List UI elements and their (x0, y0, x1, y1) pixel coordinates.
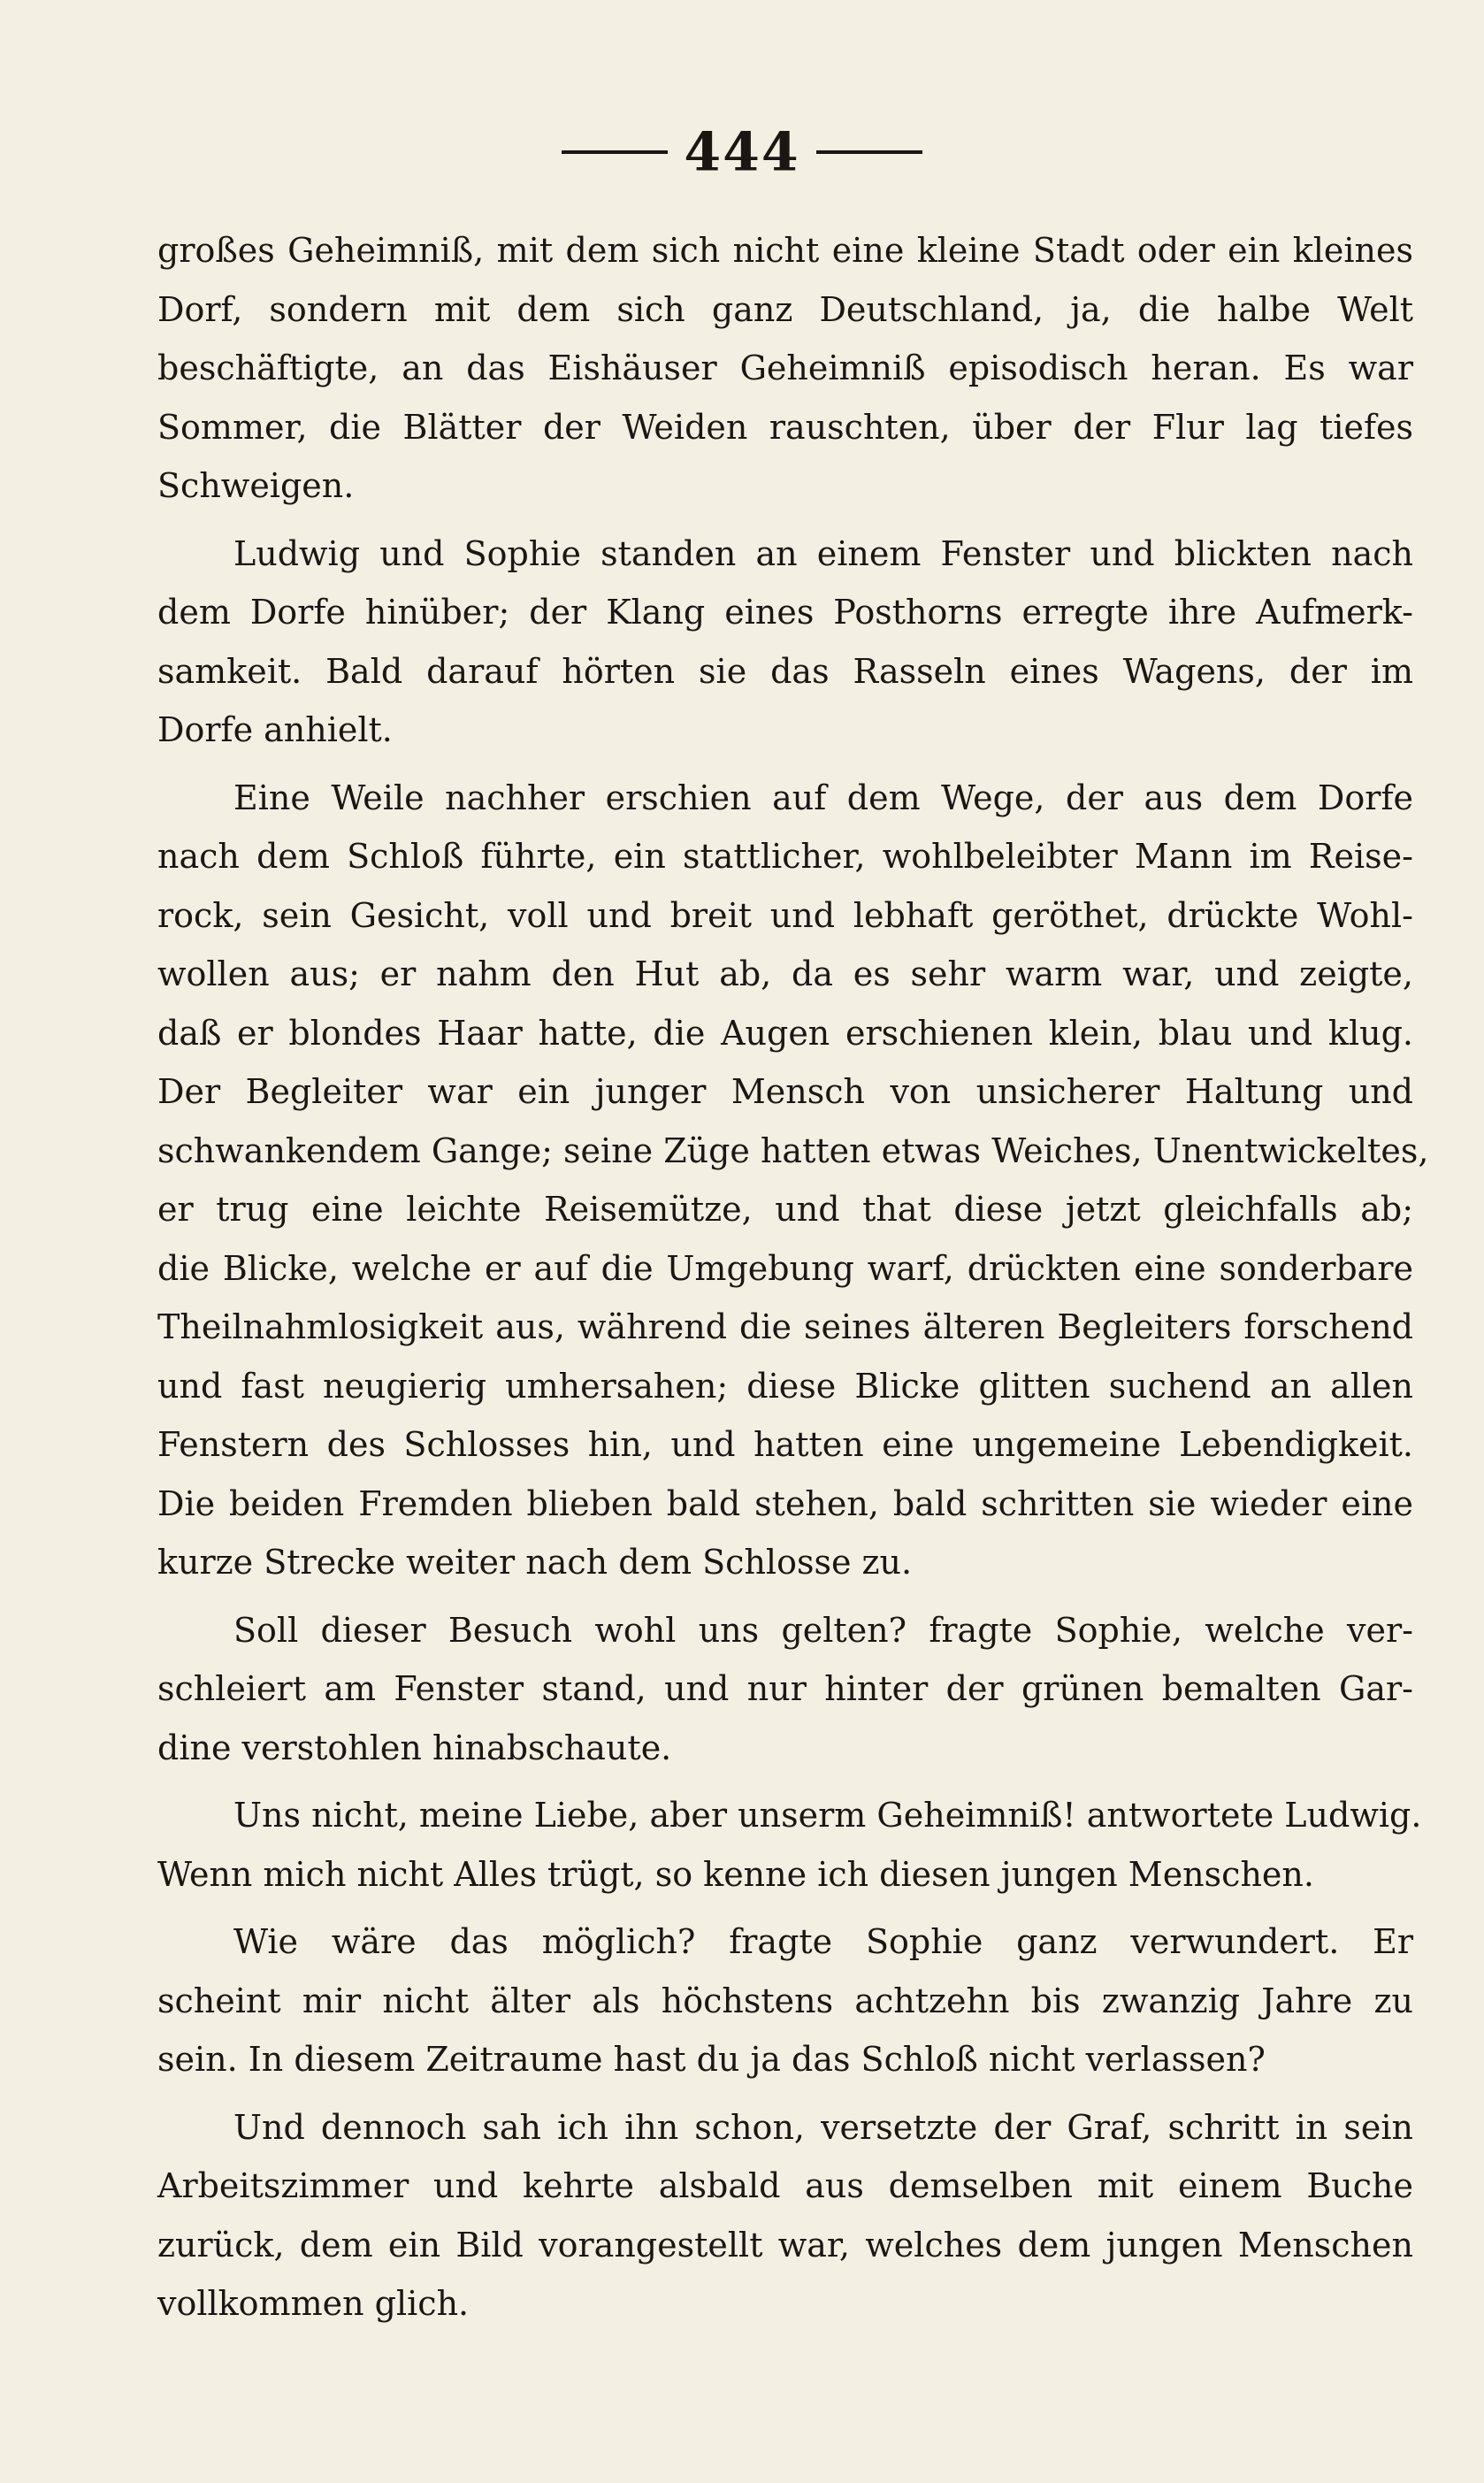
text-line: sein. In diesem Zeitraume hast du ja das Schloß nicht verlassen? (157, 2040, 1266, 2079)
text-line: beschäftigte, an das Eishäuser Geheimniß episodisch heran. Es war (157, 349, 1413, 387)
text-line: Ludwig und Sophie standen an einem Fenster und blickten nach (233, 533, 1413, 573)
text-line: Soll dieser Besuch wohl uns gelten? fragte Sophie, welche ver- (233, 1610, 1413, 1650)
text-line: kurze Strecke weiter nach dem Schlosse zu. (157, 1543, 913, 1582)
text-line: Dorfe anhielt. (157, 710, 393, 749)
paragraph (157, 1912, 1413, 2089)
text-line: vollkommen glich. (157, 2284, 470, 2323)
text-line: Dorf, sondern mit dem sich ganz Deutschland, ja, die halbe Welt (157, 289, 1413, 329)
text-line: die Blicke, welche er auf die Umgebung warf, drückten eine sonderbare (157, 1248, 1413, 1288)
text-line: samkeit. Bald darauf hörten sie das Rasseln eines Wagens, der im (157, 651, 1413, 691)
text-line: und fast neugierig umhersahen; diese Blicke glitten suchend an allen (157, 1366, 1413, 1406)
page-header (0, 113, 1484, 188)
text-line: Schweigen. (157, 466, 355, 505)
text-line: Und dennoch sah ich ihn schon, versetzte der Graf, schritt in sein (233, 2107, 1413, 2147)
header-rule-right (816, 150, 922, 154)
text-line: Die beiden Fremden blieben bald stehen, bald schritten sie wieder eine (157, 1483, 1413, 1523)
text-line: daß er blondes Haar hatte, die Augen erschienen klein, blau und klug. (157, 1013, 1413, 1053)
text-line: Wenn mich nicht Alles trügt, so kenne ich diesen jungen Menschen. (157, 1854, 1314, 1894)
text-line: Eine Weile nachher erschien auf dem Wege, der aus dem Dorfe (233, 778, 1413, 817)
text-line: schleiert am Fenster stand, und nur hinter der grünen bemalten Gar- (157, 1669, 1413, 1708)
text-line: dine verstohlen hinabschaute. (157, 1728, 672, 1767)
paragraph (157, 525, 1413, 760)
text-line: Arbeitszimmer und kehrte alsbald aus demselben mit einem Buche (157, 2166, 1413, 2205)
header-rule-left (562, 150, 668, 154)
body-text (157, 221, 1429, 2334)
paragraph (157, 769, 1429, 1592)
text-line: Der Begleiter war ein junger Mensch von unsicherer Haltung und (157, 1072, 1413, 1111)
text-line: nach dem Schloß führte, ein stattlicher, wohlbeleibter Mann im Reise- (157, 837, 1413, 876)
paragraph (157, 1786, 1422, 1904)
text-line: Sommer, die Blätter der Weiden rauschten, über der Flur lag tiefes (157, 407, 1413, 447)
paragraph (157, 221, 1413, 516)
text-line: scheint mir nicht älter als höchstens achtzehn bis zwanzig Jahre zu (157, 1981, 1413, 2020)
text-line: Wie wäre das möglich? fragte Sophie ganz verwundert. Er (233, 1922, 1413, 1961)
paragraph (157, 1601, 1413, 1778)
text-line: rock, sein Gesicht, voll und breit und lebhaft geröthet, drückte Wohl- (157, 895, 1413, 935)
text-line: schwankendem Gange; seine Züge hatten etwas Weiches, Unentwickeltes, (157, 1130, 1429, 1170)
text-line: zurück, dem ein Bild vorangestellt war, welches dem jungen Menschen (157, 2225, 1413, 2265)
text-line: Uns nicht, meine Liebe, aber unserm Geheimniß! antwortete Ludwig. (233, 1796, 1422, 1835)
text-line: dem Dorfe hinüber; der Klang eines Posthorns erregte ihre Aufmerk- (157, 593, 1413, 632)
text-line: Fenstern des Schlosses hin, und hatten eine ungemeine Lebendigkeit. (157, 1425, 1413, 1464)
page-number: 444 (684, 121, 800, 184)
text-line: er trug eine leichte Reisemütze, und that diese jetzt gleichfalls ab; (157, 1190, 1413, 1229)
text-line: großes Geheimniß, mit dem sich nicht eine kleine Stadt oder ein kleines (157, 231, 1413, 270)
text-line: Theilnahmlosigkeit aus, während die seines älteren Begleiters forschend (157, 1307, 1413, 1346)
paragraph (157, 2098, 1413, 2334)
text-line: wollen aus; er nahm den Hut ab, da es sehr warm war, und zeigte, (157, 954, 1413, 993)
